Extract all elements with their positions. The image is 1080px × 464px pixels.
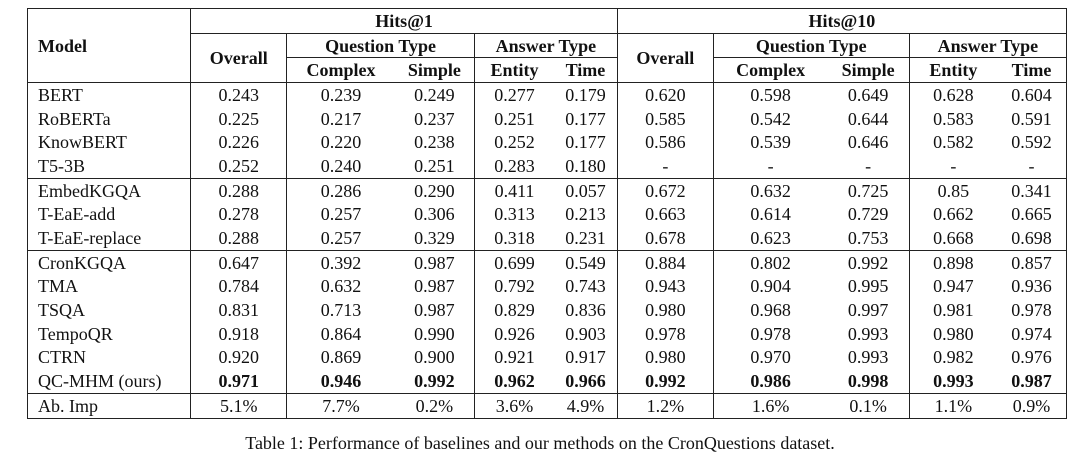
value-cell: 0.971	[191, 369, 287, 393]
value-cell: 0.237	[395, 107, 475, 131]
value-cell: 0.177	[554, 130, 617, 154]
table-row	[28, 178, 1067, 202]
value-cell: 0.598	[713, 83, 827, 107]
value-cell: 1.2%	[617, 394, 713, 419]
value-cell: 0.9%	[997, 394, 1067, 419]
value-cell: 0.900	[395, 346, 475, 370]
value-cell: 0.252	[494, 132, 535, 153]
value-cell: 1.1%	[909, 394, 997, 419]
value-cell: 0.179	[554, 83, 617, 107]
value-cell: 0.057	[554, 178, 617, 202]
value-cell: 0.628	[909, 83, 997, 107]
value-cell: 0.177	[554, 107, 617, 131]
table-row	[28, 130, 1067, 154]
value-cell: 0.678	[617, 226, 713, 250]
table-caption: Table 1: Performance of baselines and our methods on the CronQuestions dataset.	[245, 433, 835, 453]
value-cell: 0.829	[494, 300, 535, 321]
value-cell: 0.226	[191, 130, 287, 154]
value-cell: 0.966	[554, 369, 617, 393]
model-cell: T5-3B	[28, 154, 191, 178]
answer-type-header-hits1: Answer Type	[474, 33, 617, 58]
value-cell: 0.993	[828, 322, 910, 346]
value-cell: 0.792	[494, 276, 535, 297]
value-cell: -	[767, 155, 774, 176]
value-cell: 4.9%	[554, 394, 617, 419]
value-cell: 0.921	[494, 347, 535, 368]
table-body	[28, 83, 1067, 419]
value-cell: 0.884	[617, 250, 713, 274]
value-cell: 0.698	[997, 226, 1067, 250]
value-cell: 0.2%	[395, 394, 475, 419]
value-cell: 0.313	[494, 204, 535, 225]
value-cell: 0.665	[997, 203, 1067, 227]
table-row	[28, 369, 1067, 393]
model-cell: KnowBERT	[28, 130, 191, 154]
value-cell: 0.668	[933, 228, 974, 249]
value-cell: 0.623	[750, 228, 791, 249]
value-cell: 0.243	[191, 83, 287, 107]
value-cell: 0.278	[191, 203, 287, 227]
value-cell: 0.918	[191, 322, 287, 346]
table-row	[28, 298, 1067, 322]
value-cell: 0.992	[395, 369, 475, 393]
sub-header-complex-hits1: Complex	[306, 60, 376, 81]
value-cell: 0.257	[320, 204, 362, 225]
value-cell: 0.646	[828, 130, 910, 154]
value-cell: 0.614	[750, 204, 791, 225]
value-cell: 0.582	[933, 132, 974, 153]
value-cell: 0.978	[997, 298, 1067, 322]
value-cell: 0.251	[395, 154, 475, 178]
table-row	[28, 250, 1067, 274]
value-cell: 0.904	[750, 276, 791, 297]
model-header: Model	[28, 9, 191, 83]
value-cell: 5.1%	[191, 394, 287, 419]
value-cell: 0.632	[713, 178, 827, 202]
model-cell: TSQA	[28, 298, 191, 322]
value-cell: 0.663	[617, 203, 713, 227]
value-cell: 0.981	[933, 300, 974, 321]
value-cell: 0.920	[191, 346, 287, 370]
table-row	[28, 226, 1067, 250]
value-cell: 0.1%	[828, 394, 910, 419]
value-cell: 0.644	[828, 107, 910, 131]
table-row	[28, 322, 1067, 346]
table-row	[28, 154, 1067, 178]
sub-header-entity-hits1: Entity	[490, 60, 539, 81]
value-cell: 0.318	[494, 228, 535, 249]
value-cell: 0.743	[554, 275, 617, 299]
value-cell: 0.990	[395, 322, 475, 346]
table-row	[28, 394, 1067, 419]
value-cell: -	[828, 154, 910, 178]
overall-header-hits1: Overall	[191, 33, 287, 82]
answer-type-header-hits10: Answer Type	[909, 33, 1066, 58]
value-cell: 0.699	[474, 250, 554, 274]
value-cell: 0.898	[909, 250, 997, 274]
value-cell: 0.239	[287, 83, 395, 107]
value-cell: 0.986	[750, 371, 791, 392]
value-cell: 0.306	[395, 203, 475, 227]
value-cell: 0.987	[395, 250, 475, 274]
value-cell: 0.662	[933, 204, 974, 225]
model-cell: CTRN	[28, 346, 191, 370]
value-cell: 0.585	[617, 107, 713, 131]
value-cell: 0.943	[617, 275, 713, 299]
value-cell: 0.647	[191, 250, 287, 274]
value-cell: 0.586	[617, 130, 713, 154]
header-row-1	[28, 9, 1067, 34]
value-cell: 0.620	[617, 83, 713, 107]
value-cell: 0.672	[617, 178, 713, 202]
value-cell: 0.903	[554, 322, 617, 346]
value-cell: 0.997	[828, 298, 910, 322]
value-cell: 0.936	[997, 275, 1067, 299]
value-cell: 0.542	[750, 108, 791, 129]
results-table	[27, 8, 1067, 419]
value-cell: 0.831	[191, 298, 287, 322]
table-row	[28, 203, 1067, 227]
value-cell: 0.946	[320, 371, 362, 392]
value-cell: 1.6%	[713, 394, 827, 419]
model-cell: T-EaE-add	[28, 203, 191, 227]
value-cell: 0.220	[320, 132, 362, 153]
value-cell: 0.249	[395, 83, 475, 107]
value-cell: -	[617, 154, 713, 178]
value-cell: 0.329	[395, 226, 475, 250]
value-cell: 0.85	[909, 178, 997, 202]
value-cell: 0.288	[191, 226, 287, 250]
value-cell: 0.591	[997, 107, 1067, 131]
value-cell: 3.6%	[474, 394, 554, 419]
value-cell: 0.802	[713, 250, 827, 274]
question-type-header-hits1: Question Type	[287, 33, 475, 58]
value-cell: 0.604	[997, 83, 1067, 107]
table-row	[28, 107, 1067, 131]
value-cell: 0.968	[750, 300, 791, 321]
model-cell: QC-MHM (ours)	[28, 369, 191, 393]
value-cell: 0.784	[191, 275, 287, 299]
table-row	[28, 83, 1067, 107]
value-cell: 0.341	[997, 178, 1067, 202]
value-cell: 0.286	[287, 178, 395, 202]
sub-header-complex-hits10: Complex	[736, 60, 806, 81]
model-cell: TMA	[28, 275, 191, 299]
value-cell: 0.864	[320, 323, 362, 344]
question-type-header-hits10: Question Type	[713, 33, 909, 58]
value-cell: 0.836	[554, 298, 617, 322]
sub-header-time-hits10: Time	[997, 58, 1067, 83]
value-cell: 0.729	[828, 203, 910, 227]
model-cell: T-EaE-replace	[28, 226, 191, 250]
value-cell: 0.992	[617, 369, 713, 393]
table-row	[28, 346, 1067, 370]
sub-header-time-hits1: Time	[554, 58, 617, 83]
value-cell: 0.980	[933, 323, 974, 344]
value-cell: 0.978	[750, 323, 791, 344]
model-cell: RoBERTa	[28, 107, 191, 131]
value-cell: 0.549	[554, 250, 617, 274]
sub-header-simple-hits1: Simple	[395, 58, 475, 83]
value-cell: -	[997, 154, 1067, 178]
value-cell: 0.926	[494, 323, 535, 344]
value-cell: 0.539	[750, 132, 791, 153]
group-header-hits10: Hits@10	[617, 9, 1066, 34]
sub-header-entity-hits10: Entity	[929, 60, 978, 81]
value-cell: 7.7%	[287, 394, 395, 419]
value-cell: 0.180	[554, 154, 617, 178]
value-cell: 0.288	[191, 178, 287, 202]
value-cell: 0.649	[828, 83, 910, 107]
value-cell: 0.993	[933, 371, 974, 392]
value-cell: 0.592	[997, 130, 1067, 154]
value-cell: 0.632	[320, 276, 362, 297]
value-cell: 0.251	[494, 108, 535, 129]
value-cell: 0.947	[933, 276, 974, 297]
value-cell: 0.231	[554, 226, 617, 250]
model-cell: BERT	[28, 83, 191, 107]
group-header-hits1: Hits@1	[191, 9, 618, 34]
table-row	[28, 275, 1067, 299]
value-cell: 0.411	[474, 178, 554, 202]
value-cell: 0.392	[287, 250, 395, 274]
value-cell: 0.976	[997, 346, 1067, 370]
value-cell: 0.987	[395, 275, 475, 299]
value-cell: 0.970	[750, 347, 791, 368]
model-cell: TempoQR	[28, 322, 191, 346]
value-cell: 0.217	[320, 108, 362, 129]
value-cell: 0.980	[617, 298, 713, 322]
value-cell: 0.290	[395, 178, 475, 202]
value-cell: 0.993	[828, 346, 910, 370]
value-cell: 0.869	[320, 347, 362, 368]
value-cell: -	[950, 155, 957, 176]
value-cell: 0.987	[395, 298, 475, 322]
value-cell: 0.980	[617, 346, 713, 370]
model-cell: CronKGQA	[28, 250, 191, 274]
table-header	[28, 9, 1067, 83]
value-cell: 0.713	[320, 300, 362, 321]
value-cell: 0.753	[828, 226, 910, 250]
value-cell: 0.583	[933, 108, 974, 129]
sub-header-simple-hits10: Simple	[828, 58, 910, 83]
value-cell: 0.252	[191, 154, 287, 178]
value-cell: 0.978	[617, 322, 713, 346]
value-cell: 0.962	[494, 371, 535, 392]
value-cell: 0.998	[828, 369, 910, 393]
value-cell: 0.917	[554, 346, 617, 370]
value-cell: 0.974	[997, 322, 1067, 346]
value-cell: 0.987	[997, 369, 1067, 393]
value-cell: 0.995	[828, 275, 910, 299]
value-cell: 0.257	[320, 228, 362, 249]
value-cell: 0.238	[395, 130, 475, 154]
value-cell: 0.240	[320, 155, 362, 176]
model-cell: Ab. Imp	[28, 394, 191, 419]
value-cell: 0.725	[828, 178, 910, 202]
value-cell: 0.213	[554, 203, 617, 227]
value-cell: 0.277	[474, 83, 554, 107]
value-cell: 0.992	[828, 250, 910, 274]
model-cell: EmbedKGQA	[28, 178, 191, 202]
value-cell: 0.982	[933, 347, 974, 368]
value-cell: 0.857	[997, 250, 1067, 274]
value-cell: 0.283	[494, 155, 535, 176]
value-cell: 0.225	[191, 107, 287, 131]
overall-header-hits10: Overall	[617, 33, 713, 82]
